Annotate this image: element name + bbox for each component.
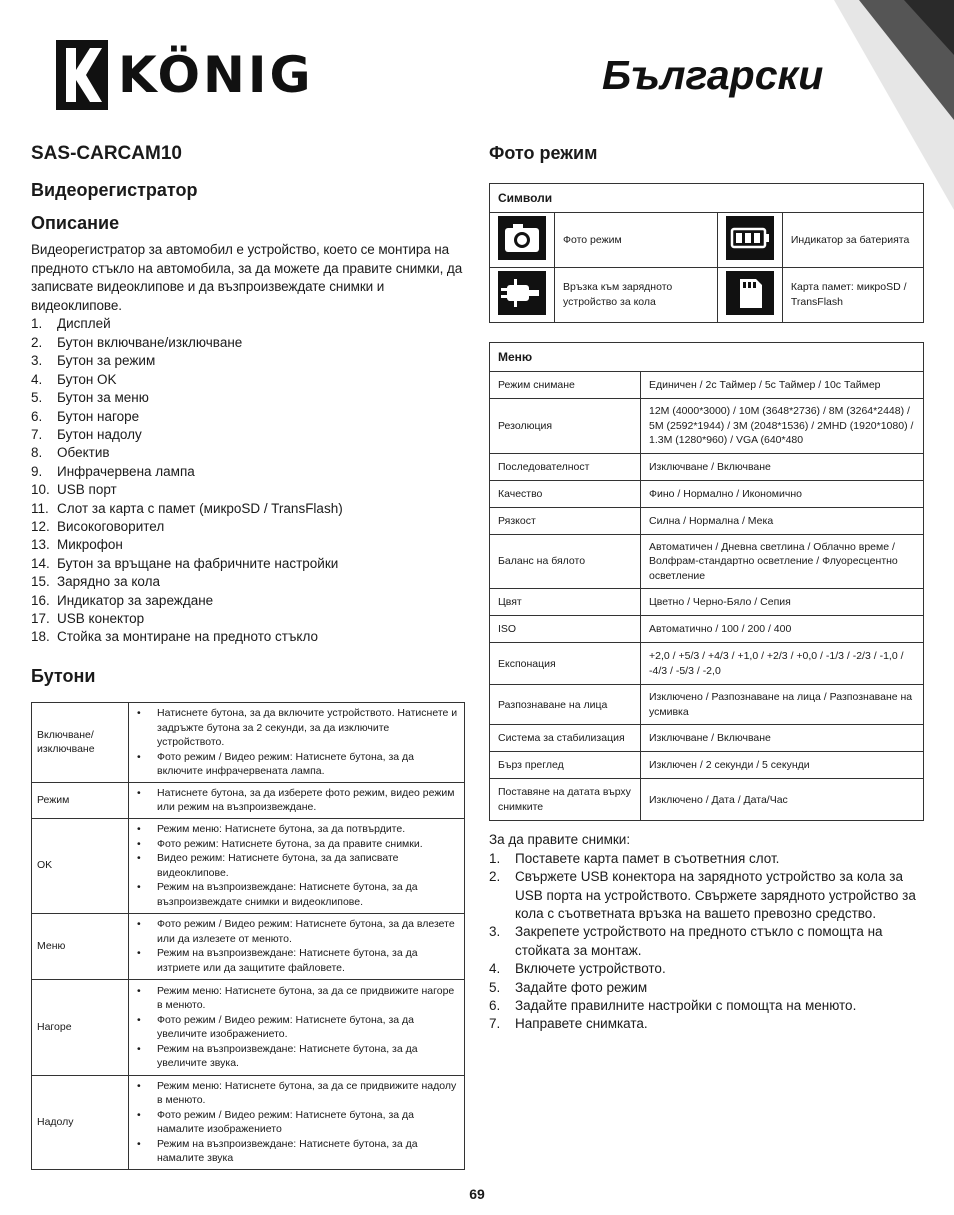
list-item [31,444,465,462]
buttons-table [31,702,465,1170]
table-row [490,534,924,589]
bullet-icon: • [137,750,141,763]
bullet-icon: • [137,918,141,931]
list-text: Включете устройството. [515,961,666,977]
symbol-label: Индикатор за батерията [782,213,923,268]
bullet-icon: • [137,786,141,799]
product-name: Видеорегистратор [31,179,198,200]
list-text: Бутон за меню [57,390,149,406]
bullet-text: Режим меню: Натиснете бутона, за да се придвижите нагоре в менюто. [157,984,455,1012]
list-item [31,352,465,370]
bullet-item [133,851,458,880]
bullet-item [133,750,458,779]
bullet-item [133,880,458,909]
list-item [31,573,465,591]
list-number: 1. [489,850,501,866]
bullet-icon: • [137,837,141,850]
list-text: Бутон за режим [57,353,156,369]
table-row [490,616,924,643]
menu-options: Автоматичен / Дневна светлина / Облачно време / Волфрам-стандартно осветление / Флуоресцентно осветление [641,534,924,589]
bullet-item [133,1137,458,1166]
list-text: Бутон за връщане на фабричните настройки [57,555,339,571]
table-row [32,782,465,818]
list-text: Бутон нагоре [57,408,140,424]
list-text: Стойка за монтиране на предното стъкло [57,629,318,645]
menu-setting: Система за стабилизация [490,725,641,752]
list-item [31,371,465,389]
symbols-table [489,183,924,323]
list-number: 10. [31,482,50,498]
bullet-icon: • [137,823,141,836]
menu-options: +2,0 / +5/3 / +4/3 / +1,0 / +2/3 / +0,0 / -1/3 / -2/3 / -1,0 / -4/3 / -5/3 / -2,0 [641,643,924,685]
button-name: Меню [32,913,129,979]
bullet-text: Видео режим: Натиснете бутона, за да записвате видеоклипове. [157,852,399,879]
list-text: Обектив [57,445,110,461]
bullet-text: Фото режим: Натиснете бутона, за да правите снимки. [157,837,423,850]
button-name: Надолу [32,1075,129,1169]
table-row [490,480,924,507]
list-number: 6. [489,998,501,1014]
bullet-item [133,1079,458,1108]
menu-options: Автоматично / 100 / 200 / 400 [641,616,924,643]
list-number: 6. [31,408,43,424]
list-number: 11. [31,500,49,516]
list-number: 5. [489,979,501,995]
bullet-list [133,822,458,909]
menu-setting: Резолюция [490,399,641,454]
table-row [32,1075,465,1169]
bullet-icon: • [137,1013,141,1026]
bullet-text: Режим меню: Натиснете бутона, за да потвърдите. [157,823,406,836]
car-charger-icon [498,271,546,315]
language-title: Български [602,52,824,98]
bullet-item [133,1013,458,1042]
list-text: Закрепете устройството на предното стъкло с помощта на стойката за монтаж. [515,924,883,958]
bullet-list [133,917,458,975]
steps-list [489,850,924,1034]
table-row [490,752,924,779]
bullet-text: Натиснете бутона, за да изберете фото режим, видео режим или режим на възпроизвеждане. [157,786,455,814]
menu-options: Единичен / 2с Таймер / 5с Таймер / 10с Таймер [641,372,924,399]
list-item [31,408,465,426]
button-name: Режим [32,782,129,818]
table-row [32,913,465,979]
list-text: USB порт [57,482,117,498]
left-column [31,142,465,1170]
menu-setting: ISO [490,616,641,643]
list-text: Задайте правилните настройки с помощта на менюто. [515,998,857,1014]
list-number: 13. [31,537,50,553]
bullet-list [133,1079,458,1166]
menu-setting: Качество [490,480,641,507]
brand-logo [56,40,314,110]
menu-options: Фино / Нормално / Икономично [641,480,924,507]
bullet-item [133,837,458,852]
list-number: 9. [31,463,43,479]
menu-options: Изключване / Включване [641,725,924,752]
model-number: SAS-CARCAM10 [31,143,182,164]
bullet-text: Режим на възпроизвеждане: Натиснете бутона, за да намалите звука [157,1137,418,1165]
list-number: 5. [31,390,43,406]
right-column [489,142,924,1034]
list-number: 18. [31,629,50,645]
menu-setting: Експонация [490,643,641,685]
bullet-item [133,706,458,750]
button-name: OK [32,818,129,913]
bullet-text: Фото режим / Видео режим: Натиснете бутона, за да намалите изображението [157,1108,414,1136]
menu-setting: Режим снимане [490,372,641,399]
list-item [31,628,465,646]
bullet-icon: • [137,947,141,960]
list-number: 14. [31,555,50,571]
bullet-icon: • [137,852,141,865]
list-item [31,592,465,610]
list-text: Микрофон [57,537,123,553]
list-text: Дисплей [57,316,111,332]
list-item [489,850,924,868]
bullet-text: Режим на възпроизвеждане: Натиснете бутона, за да увеличите звука. [157,1042,418,1070]
bullet-item [133,822,458,837]
table-row [490,507,924,534]
menu-table [489,342,924,821]
list-number: 2. [489,869,501,885]
bullet-item [133,786,458,815]
parts-list [31,315,465,646]
bullet-item [133,1108,458,1137]
list-text: Зарядно за кола [57,574,161,590]
photo-mode-heading: Фото режим [489,143,598,163]
menu-setting: Баланс на бялото [490,534,641,589]
list-item [489,997,924,1015]
menu-title: Меню [490,343,924,372]
menu-options: 12M (4000*3000) / 10M (3648*2736) / 8M (3264*2448) / 5M (2592*1944) / 3M (2048*1536) / 2MHD (1920*1080) / 1.3M (1280*960) / VGA (640*480 [641,399,924,454]
symbol-label: Карта памет: микроSD / TransFlash [782,268,923,323]
bullet-icon: • [137,1042,141,1055]
list-number: 3. [489,924,501,940]
menu-options: Изключено / Дата / Дата/Час [641,779,924,821]
table-row [490,779,924,821]
list-item [31,536,465,554]
list-number: 7. [31,426,43,442]
menu-setting: Поставяне на датата върху снимките [490,779,641,821]
list-text: Високоговорител [57,518,165,534]
bullet-item [133,1042,458,1071]
table-row [32,818,465,913]
symbol-row [490,268,924,323]
list-item [31,481,465,499]
description-heading: Описание [31,213,120,234]
list-item [31,610,465,628]
button-name: Нагоре [32,979,129,1075]
table-row [490,372,924,399]
camera-icon [498,216,546,260]
list-item [31,426,465,444]
bullet-text: Режим на възпроизвеждане: Натиснете бутона, за да възпроизвеждате снимки и видеоклипове. [157,881,418,908]
list-number: 2. [31,334,43,350]
list-number: 17. [31,610,50,626]
menu-options: Изключен / 2 секунди / 5 секунди [641,752,924,779]
bullet-icon: • [137,1079,141,1092]
symbol-label: Фото режим [555,213,718,268]
list-text: Бутон OK [57,371,117,387]
page-number: 69 [469,1186,485,1202]
menu-options: Изключване / Включване [641,453,924,480]
battery-icon [726,216,774,260]
list-item [489,868,924,923]
brand-name: KÖNIG [118,46,314,104]
buttons-heading: Бутони [31,665,96,686]
list-item [489,979,924,997]
list-text: Инфрачервена лампа [57,463,195,479]
menu-setting: Разпознаване на лица [490,685,641,725]
bullet-icon: • [137,1108,141,1121]
table-row [32,703,465,783]
list-number: 3. [31,353,43,369]
table-row [490,685,924,725]
table-row [490,453,924,480]
list-number: 1. [31,316,43,332]
menu-options: Цветно / Черно-Бяло / Сепия [641,589,924,616]
list-text: Задайте фото режим [515,979,648,995]
list-item [31,500,465,518]
list-number: 4. [489,961,501,977]
list-item [31,518,465,536]
konig-k-icon [56,40,108,110]
list-item [489,1015,924,1033]
list-number: 4. [31,371,43,387]
table-row [490,399,924,454]
list-text: Свържете USB конектора на зарядното устройство за кола за USB порта на устройството. Свържете зарядното устройство за кола с съответната връзка на вашето превозно средство. [515,869,916,922]
bullet-icon: • [137,984,141,997]
list-text: Поставете карта памет в съответния слот. [515,850,780,866]
bullet-list [133,984,458,1071]
list-item [489,923,924,960]
list-text: Бутон включване/изключване [57,334,243,350]
list-number: 15. [31,574,50,590]
list-number: 12. [31,518,50,534]
bullet-text: Режим на възпроизвеждане: Натиснете бутона, за да изтриете или да защитите файловете. [157,947,418,974]
menu-setting: Последователност [490,453,641,480]
button-name: Включване/ изключване [32,703,129,783]
bullet-icon: • [137,1137,141,1150]
bullet-icon: • [137,707,141,720]
menu-setting: Цвят [490,589,641,616]
description-text: Видеорегистратор за автомобил е устройство, което се монтира на предното стъкло на автомобила, за да можете да правите снимки, да записвате видеоклипове и да възпроизвеждате снимки и видеоклипове. [31,242,463,313]
list-text: Слот за карта с памет (микроSD / TransFlash) [57,500,343,516]
list-text: USB конектор [57,610,145,626]
list-number: 7. [489,1016,501,1032]
menu-options: Изключено / Разпознаване на лица / Разпознаване на усмивка [641,685,924,725]
menu-setting: Бърз преглед [490,752,641,779]
bullet-item [133,946,458,975]
list-item [31,334,465,352]
bullet-text: Фото режим / Видео режим: Натиснете бутона, за да включите инфрачервената лампа. [157,750,414,778]
bullet-list [133,786,458,815]
list-text: Индикатор за зареждане [57,592,214,608]
memory-card-icon [726,271,774,315]
list-text: Направете снимката. [515,1016,648,1032]
bullet-text: Натиснете бутона, за да включите устройството. Натиснете и задръжте бутона за 2 секунди, за да изключите устройството. [157,707,458,749]
table-row [490,725,924,752]
bullet-text: Фото режим / Видео режим: Натиснете бутона, за да увеличите изображението. [157,1013,414,1041]
list-item [31,463,465,481]
symbols-title: Символи [490,184,924,213]
steps-intro: За да правите снимки: [489,832,631,848]
list-item [489,960,924,978]
symbol-row [490,213,924,268]
bullet-list [133,706,458,779]
bullet-text: Фото режим / Видео режим: Натиснете бутона, за да влезете или да излезете от менюто. [157,918,455,945]
bullet-icon: • [137,881,141,894]
bullet-text: Режим меню: Натиснете бутона, за да се придвижите надолу в менюто. [157,1079,457,1107]
table-row [490,643,924,685]
menu-setting: Рязкост [490,507,641,534]
list-number: 8. [31,445,43,461]
bullet-item [133,917,458,946]
symbol-label: Връзка към зарядното устройство за кола [555,268,718,323]
list-item [31,389,465,407]
list-number: 16. [31,592,50,608]
list-item [31,315,465,333]
list-text: Бутон надолу [57,426,142,442]
menu-options: Силна / Нормална / Мека [641,507,924,534]
table-row [32,979,465,1075]
list-item [31,555,465,573]
table-row [490,589,924,616]
bullet-item [133,984,458,1013]
